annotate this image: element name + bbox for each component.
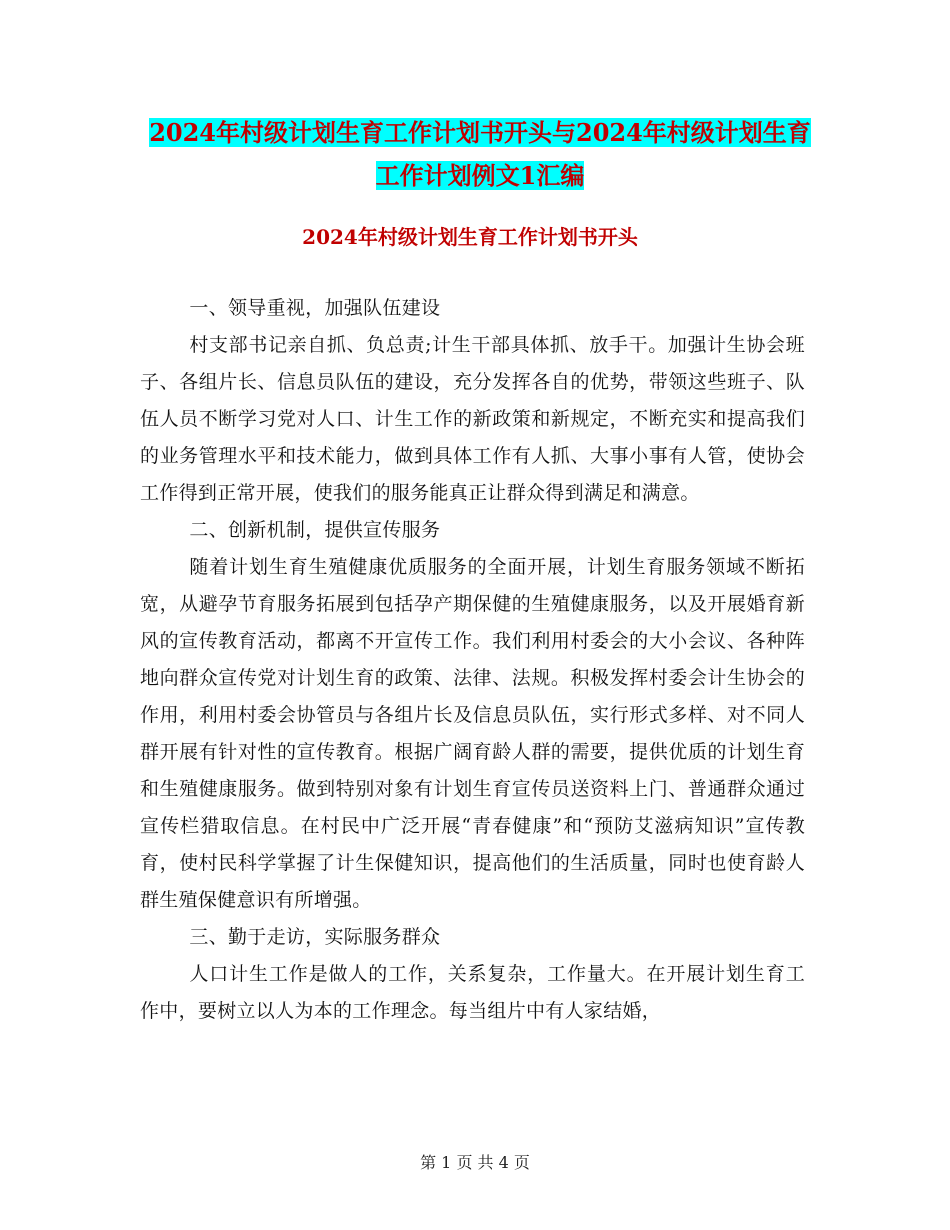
section-heading-3: 三、勤于走访，实际服务群众 [189, 926, 441, 948]
section-heading-1: 一、领导重视，加强队伍建设 [189, 297, 441, 319]
section-title: 2024年村级计划生育工作计划书开头 [302, 225, 638, 249]
paragraph-2: 随着计划生育生殖健康优质服务的全面开展，计划生育服务领域不断拓宽，从避孕节育服务拓展到包括孕产期保健的生殖健康服务，以及开展婚育新风的宣传教育活动，都离不开宣传工作。我们利用村委会的大小会议、各种阵地向群众宣传党对计划生育的政策、法律、法规。积极发挥村委会计生协会的作用，利用村委会协管员与各组片长及信息员队伍，实行形式多样、对不同人群开展有针对性的宣传教育。根据广阔育龄人群的需要，提供优质的计划生育和生殖健康服务。做到特别对象有计划生育宣传员送资料上门、普通群众通过宣传栏猎取信息。在村民中广泛开展“青春健康”和“预防艾滋病知识”宣传教育，使村民科学掌握了计生保健知识，提高他们的生活质量，同时也使育龄人群生殖保健意识有所增强。 [140, 556, 805, 911]
document-title [140, 111, 820, 197]
section-heading-2: 二、创新机制，提供宣传服务 [189, 519, 441, 541]
paragraph-3: 人口计生工作是做人的工作，关系复杂，工作量大。在开展计划生育工作中，要树立以人为本的工作理念。每当组片中有人家结婚， [140, 963, 805, 1022]
paragraph-1: 村支部书记亲自抓、负总责;计生干部具体抓、放手干。加强计生协会班子、各组片长、信息员队伍的建设，充分发挥各自的优势，带领这些班子、队伍人员不断学习党对人口、计生工作的新政策和新规定，不断充实和提高我们的业务管理水平和技术能力，做到具体工作有人抓、大事小事有人管，使协会工作得到正常开展，使我们的服务能真正让群众得到满足和满意。 [140, 334, 805, 504]
document-title-text: 2024年村级计划生育工作计划书开头与2024年村级计划生育工作计划例文1汇编 [149, 118, 811, 190]
document-body [140, 290, 805, 1030]
page-footer: 第 1 页 共 4 页 [420, 1153, 530, 1172]
